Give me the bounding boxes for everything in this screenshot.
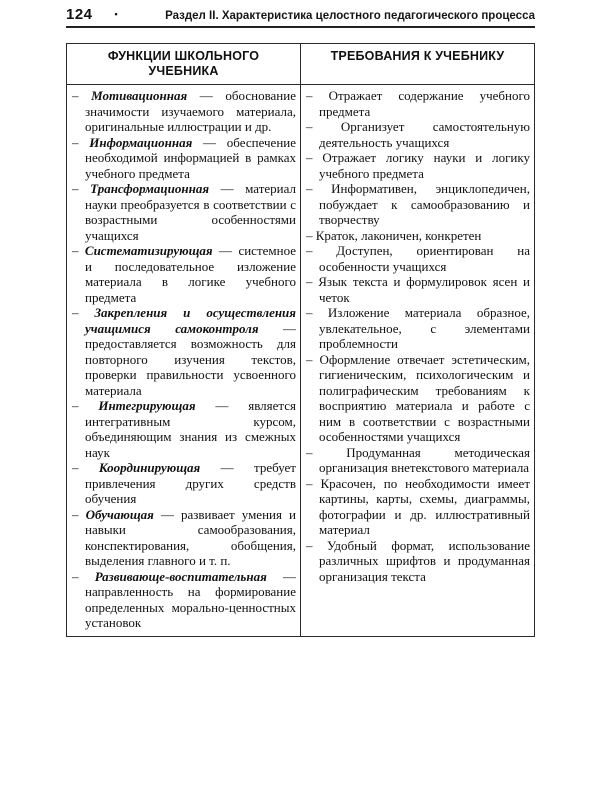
list-item: – Интегрирующая — является интегративным курсом, объединяющим знания из смежных наук bbox=[72, 398, 296, 460]
header-rule bbox=[66, 26, 535, 28]
column-header-requirements: ТРЕБОВАНИЯ К УЧЕБНИКУ bbox=[301, 44, 535, 85]
function-term: Информационная bbox=[89, 134, 193, 150]
list-item: – Красочен, по необходимости имеет картины, карты, схемы, диаграммы, фотографии и др. иллюстративный материал bbox=[306, 475, 530, 537]
list-item: – Изложение материала образное, увлекательное, с элементами проблемности bbox=[306, 305, 530, 351]
functions-cell bbox=[67, 85, 301, 637]
function-term: Мотивационная bbox=[91, 88, 188, 103]
requirements-list bbox=[306, 88, 530, 584]
list-item: – Информационная — обеспечение необходимой информацией в рамках учебного предмета bbox=[72, 134, 297, 181]
header-bullet-icon: • bbox=[114, 9, 118, 19]
column-header-functions: ФУНКЦИИ ШКОЛЬНОГО УЧЕБНИКА bbox=[67, 44, 301, 85]
function-term: Координирующая bbox=[98, 460, 201, 475]
list-item: – Удобный формат, использование различных шрифтов и продуманная организация текста bbox=[306, 537, 531, 584]
list-item: – Информативен, энциклопедичен, побуждает к самообразованию и творчеству bbox=[306, 181, 530, 227]
list-item: – Отражает содержание учебного предмета bbox=[306, 88, 530, 119]
list-item: – Язык текста и формулировок ясен и четок bbox=[306, 274, 531, 305]
function-term: Обучающая bbox=[85, 506, 154, 522]
function-term: Закрепления и осуществления учащимися самоконтроля bbox=[85, 305, 296, 336]
list-item: – Краток, лаконичен, конкретен bbox=[306, 227, 482, 243]
function-term: Интегрирующая bbox=[98, 398, 196, 413]
page-number: 124 bbox=[66, 6, 93, 23]
function-term: Развивающе-воспитательная bbox=[94, 568, 267, 584]
requirements-cell bbox=[301, 85, 535, 637]
list-item: – Мотивационная — обоснование значимости изучаемого материала, оригинальные иллюстрации и др. bbox=[72, 88, 296, 134]
list-item: – Организует самостоятельную деятельность учащихся bbox=[306, 119, 530, 150]
list-item: – Отражает логику науки и логику учебного предмета bbox=[306, 150, 530, 181]
list-item: – Координирующая — требует привлечения других средств обучения bbox=[72, 460, 296, 506]
running-title: Раздел II. Характеристика целостного педагогического процесса bbox=[165, 10, 535, 22]
list-item: – Закрепления и осуществления учащимися самоконтроля — предоставляется возможность для повторного изучения текстов, проверки правильности усвоенного материала bbox=[72, 305, 296, 398]
function-term: Систематизирующая bbox=[84, 243, 213, 258]
functions-list bbox=[72, 88, 296, 631]
list-item: – Развивающе-воспитательная — направленность на формирование определенных морально-ценностных установок bbox=[72, 568, 296, 630]
list-item: – Продуманная методическая организация внетекстового материала bbox=[306, 444, 530, 475]
table-header-row bbox=[67, 44, 535, 85]
table-body-row bbox=[67, 85, 535, 637]
page-header bbox=[66, 6, 535, 23]
list-item: – Доступен, ориентирован на особенности учащихся bbox=[306, 243, 530, 274]
list-item: – Систематизирующая — системное и последовательное изложение материала в логике учебного предмета bbox=[72, 243, 297, 305]
list-item: – Обучающая — развивает умения и навыки самообразования, конспектирования, обобщения, выделения главного и т. п. bbox=[72, 506, 296, 568]
function-term: Трансформационная bbox=[90, 181, 210, 196]
textbook-functions-table bbox=[66, 43, 535, 637]
list-item: – Трансформационная — материал науки преобразуется в соответствии с возрастными особенностями учащихся bbox=[72, 181, 297, 243]
list-item: – Оформление отвечает эстетическим, гигиеническим, психологическим и полиграфическим требованиям к восприятию материала и работе с ним в соответствии с возрастными особенностями учащихся bbox=[306, 351, 530, 444]
